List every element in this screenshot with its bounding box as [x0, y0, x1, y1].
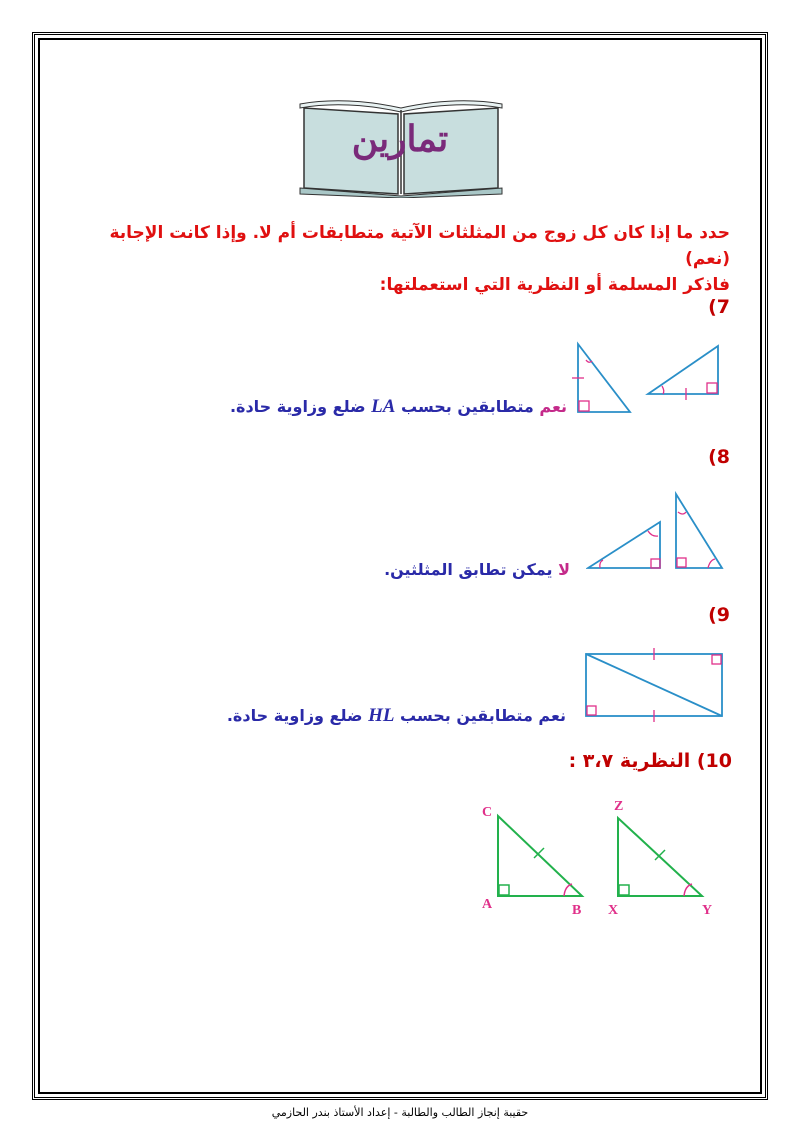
question-8-answer-text: يمكن تطابق المثلثين. [384, 560, 553, 579]
question-9-answer-text: نعم متطابقين بحسب [400, 706, 566, 725]
page-title: تمارين [351, 118, 449, 160]
question-8-answer [200, 560, 570, 579]
question-9-answer [200, 705, 566, 727]
instructions-line-2: فاذكر المسلمة أو النظرية التي استعملتها: [379, 275, 730, 295]
question-7-verdict: نعم [539, 397, 567, 416]
question-8-number: (8 [708, 446, 730, 468]
question-7-number: (7 [708, 296, 730, 318]
instructions [80, 220, 730, 298]
question-7-postulate: LA [371, 396, 396, 417]
vertex-label-b: B [572, 903, 582, 918]
question-9-figure [582, 646, 728, 722]
vertex-label-z: Z [614, 799, 624, 814]
question-7-answer [200, 396, 567, 418]
vertex-label-c: C [482, 805, 493, 820]
question-7-answer-end: ضلع وزاوية حادة. [229, 397, 366, 416]
vertex-label-y: Y [702, 903, 713, 918]
question-9-answer-end: ضلع وزاوية حادة. [226, 706, 363, 725]
question-10-figure [476, 796, 726, 920]
vertex-label-x: X [608, 903, 619, 918]
question-8-verdict: لا [558, 560, 570, 579]
question-8-figure [586, 488, 728, 572]
page-footer: حقيبة إنجاز الطالب والطالبة - إعداد الأستاذ بندر الحازمي [271, 1106, 529, 1119]
question-10-heading [440, 750, 732, 772]
instructions-line-1: حدد ما إذا كان كل زوج من المثلثات الآتية متطابقات أم لا. وإذا كانت الإجابة (نعم) [109, 223, 730, 269]
vertex-label-a: A [482, 897, 493, 912]
question-7-answer-text: متطابقين بحسب [401, 397, 534, 416]
question-10-number: 10) [696, 750, 732, 772]
question-10-label: النظرية ٣،٧ : [568, 750, 691, 772]
question-9-number: (9 [708, 604, 730, 626]
question-9-postulate: HL [368, 705, 395, 726]
question-7-figure [572, 340, 732, 418]
